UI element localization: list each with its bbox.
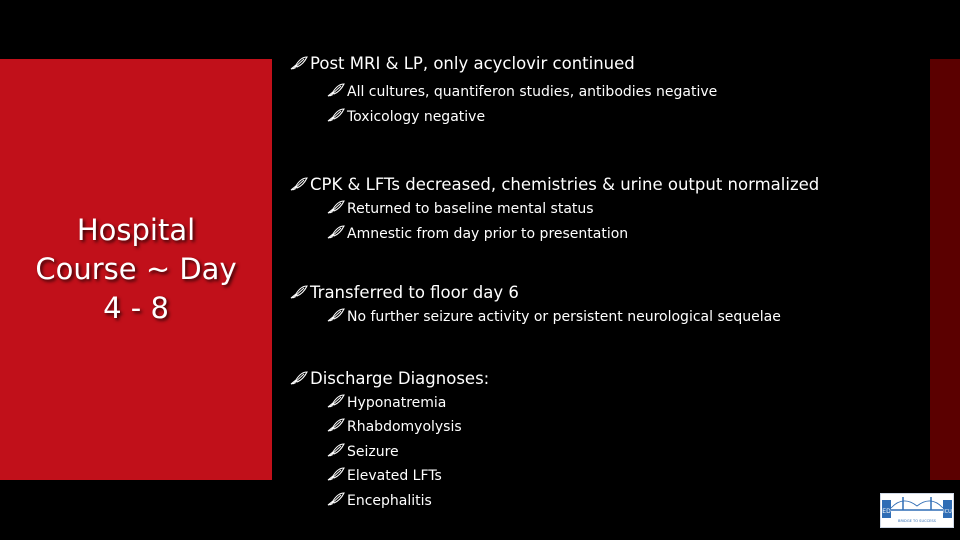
sub-bullet-text: Elevated LFTs xyxy=(347,468,442,484)
quill-pen-icon xyxy=(327,416,347,430)
sub-bullet-text: All cultures, quantiferon studies, antibodies negative xyxy=(347,84,718,100)
sub-bullet-item xyxy=(290,305,920,330)
svg-text:BRIDGE TO SUCCESS: BRIDGE TO SUCCESS xyxy=(898,519,936,523)
sub-bullet-text: Hyponatremia xyxy=(347,394,447,411)
quill-pen-icon xyxy=(327,392,347,406)
sub-bullet-item xyxy=(290,222,920,247)
quill-pen-icon xyxy=(327,223,347,237)
title-line: Course ~ Day xyxy=(35,252,237,286)
quill-pen-icon xyxy=(290,53,310,67)
slide-title xyxy=(20,211,252,328)
sub-bullet-item xyxy=(290,80,920,105)
svg-text:ED: ED xyxy=(882,508,891,515)
quill-pen-icon xyxy=(327,490,347,504)
sub-bullet-item xyxy=(290,489,920,514)
bullet-text: Discharge Diagnoses: xyxy=(310,368,490,388)
bullet-item xyxy=(290,52,920,76)
quill-pen-icon xyxy=(327,106,347,120)
quill-pen-icon xyxy=(290,174,310,188)
quill-pen-icon xyxy=(327,306,347,320)
sub-bullet-text: No further seizure activity or persistent neurological sequelae xyxy=(347,309,781,325)
sub-bullet-item xyxy=(290,440,920,465)
sub-bullet-text: Rhabdomyolysis xyxy=(347,419,462,435)
title-line: 4 - 8 xyxy=(103,291,169,325)
sub-bullet-text: Amnestic from day prior to presentation xyxy=(347,225,629,242)
sub-bullet-item xyxy=(290,105,920,130)
quill-pen-icon xyxy=(327,81,347,95)
quill-pen-icon xyxy=(290,368,310,382)
title-line: Hospital xyxy=(76,213,196,247)
sub-bullet-item xyxy=(290,415,920,440)
bullet-text: Post MRI & LP, only acyclovir continued xyxy=(310,54,635,73)
bullet-list xyxy=(290,52,920,513)
sub-bullet-item xyxy=(290,464,920,489)
accent-strip xyxy=(930,59,960,480)
sub-bullet-text: Seizure xyxy=(347,443,399,460)
bullet-item xyxy=(290,281,920,305)
bullet-item xyxy=(290,173,920,197)
sub-bullet-text: Toxicology negative xyxy=(347,108,486,125)
bullet-text: CPK & LFTs decreased, chemistries & urine output normalized xyxy=(310,175,820,194)
bullet-text: Transferred to floor day 6 xyxy=(310,283,519,302)
bullet-item xyxy=(290,367,920,391)
quill-pen-icon xyxy=(327,441,347,455)
quill-pen-icon xyxy=(290,282,310,296)
ed-to-icu-logo xyxy=(880,493,954,528)
quill-pen-icon xyxy=(327,198,347,212)
sub-bullet-text: Returned to baseline mental status xyxy=(347,201,594,217)
quill-pen-icon xyxy=(327,465,347,479)
sub-bullet-text: Encephalitis xyxy=(347,492,432,509)
svg-text:ICU: ICU xyxy=(943,509,952,515)
sub-bullet-item xyxy=(290,197,920,222)
sub-bullet-item xyxy=(290,391,920,416)
